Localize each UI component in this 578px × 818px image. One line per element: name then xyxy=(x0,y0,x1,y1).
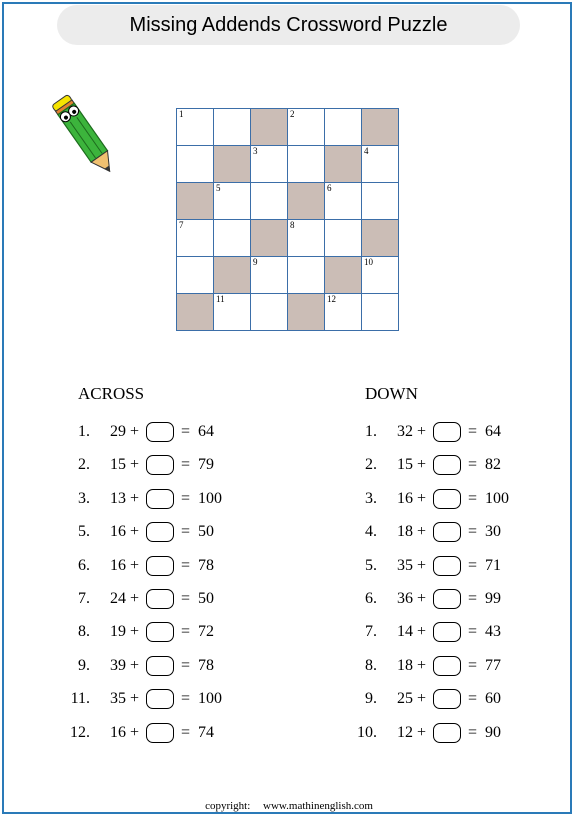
answer-box[interactable] xyxy=(146,689,174,709)
addend-value: 15 xyxy=(397,456,413,474)
plus-sign: + xyxy=(130,656,140,674)
clue-number-label: 11 xyxy=(216,294,225,304)
addend-value: 29 xyxy=(110,423,126,440)
sum-value: 74 xyxy=(198,723,214,741)
copyright-footer xyxy=(0,800,578,812)
down-clue-row xyxy=(367,590,567,612)
crossword-cell[interactable] xyxy=(177,146,214,183)
answer-box[interactable] xyxy=(146,589,174,609)
crossword-cell[interactable] xyxy=(177,257,214,294)
answer-box[interactable] xyxy=(433,622,461,642)
equals-sign: = xyxy=(181,690,191,708)
answer-box[interactable] xyxy=(433,522,461,542)
equals-sign: = xyxy=(468,656,478,674)
across-clue-row xyxy=(80,557,280,579)
equals-sign: = xyxy=(181,489,191,507)
clue-number-label: 6 xyxy=(327,183,332,193)
sum-value: 100 xyxy=(485,489,509,507)
sum-value: 77 xyxy=(485,656,501,674)
crossword-cell-blocked xyxy=(288,294,325,331)
down-clue-row xyxy=(367,623,567,645)
answer-box[interactable] xyxy=(146,622,174,642)
answer-box[interactable] xyxy=(146,489,174,509)
crossword-cell-blocked xyxy=(251,109,288,146)
clue-number-label: 9 xyxy=(253,257,258,267)
answer-box[interactable] xyxy=(433,689,461,709)
plus-sign: + xyxy=(417,456,427,474)
plus-sign: + xyxy=(417,423,427,440)
clue-number-label: 10 xyxy=(364,257,373,267)
page-title-text: Missing Addends Crossword Puzzle xyxy=(129,13,448,36)
sum-value: 60 xyxy=(485,690,501,708)
crossword-cell[interactable] xyxy=(214,294,251,331)
clue-number: 3. xyxy=(78,489,90,507)
across-clue-row xyxy=(80,490,280,512)
down-clue-row xyxy=(367,523,567,545)
equals-sign: = xyxy=(468,690,478,708)
plus-sign: + xyxy=(130,523,140,541)
crossword-cell[interactable] xyxy=(251,146,288,183)
sum-value: 100 xyxy=(198,489,222,507)
addend-value: 35 xyxy=(397,556,413,574)
equals-sign: = xyxy=(181,723,191,741)
clue-number: 5. xyxy=(78,523,90,541)
page-title xyxy=(57,5,520,45)
addend-value: 19 xyxy=(110,623,126,641)
plus-sign: + xyxy=(417,623,427,641)
addend-value: 15 xyxy=(110,456,126,474)
clue-number-label: 4 xyxy=(364,146,369,156)
answer-box[interactable] xyxy=(146,656,174,676)
across-clue-row xyxy=(70,690,280,712)
answer-box[interactable] xyxy=(433,723,461,743)
addend-value: 18 xyxy=(397,656,413,674)
answer-box[interactable] xyxy=(146,422,174,442)
down-clue-row xyxy=(367,423,567,445)
equals-sign: = xyxy=(468,423,478,440)
plus-sign: + xyxy=(417,656,427,674)
addend-value: 18 xyxy=(397,523,413,541)
crossword-cell-blocked xyxy=(214,146,251,183)
crossword-cell[interactable] xyxy=(251,294,288,331)
clue-number: 8. xyxy=(78,623,90,641)
addend-value: 13 xyxy=(110,489,126,507)
sum-value: 99 xyxy=(485,590,501,607)
crossword-cell[interactable] xyxy=(325,109,362,146)
plus-sign: + xyxy=(130,690,140,708)
across-clue-row xyxy=(80,523,280,545)
clue-number-label: 8 xyxy=(290,220,295,230)
across-clue-row xyxy=(80,657,280,679)
across-clue-row xyxy=(80,456,280,478)
across-clue-row xyxy=(80,423,280,445)
clue-number-label: 1 xyxy=(179,109,184,119)
clue-number: 10. xyxy=(357,723,377,741)
clue-number: 8. xyxy=(365,656,377,674)
down-clue-row xyxy=(367,557,567,579)
crossword-cell[interactable] xyxy=(214,183,251,220)
answer-box[interactable] xyxy=(433,656,461,676)
plus-sign: + xyxy=(417,556,427,574)
sum-value: 64 xyxy=(198,423,214,440)
answer-box[interactable] xyxy=(433,589,461,609)
across-clue-row xyxy=(70,723,280,746)
equals-sign: = xyxy=(468,590,478,607)
sum-value: 50 xyxy=(198,590,214,607)
plus-sign: + xyxy=(130,456,140,474)
clue-number: 2. xyxy=(78,456,90,474)
answer-box[interactable] xyxy=(433,556,461,576)
equals-sign: = xyxy=(468,723,478,741)
across-clue-row xyxy=(80,590,280,612)
plus-sign: + xyxy=(130,623,140,641)
sum-value: 64 xyxy=(485,423,501,440)
addend-value: 16 xyxy=(110,556,126,574)
copyright-site: www.mathinenglish.com xyxy=(263,800,373,812)
plus-sign: + xyxy=(417,523,427,541)
answer-box[interactable] xyxy=(146,556,174,576)
clue-number: 1. xyxy=(365,423,377,440)
crossword-cell[interactable] xyxy=(177,109,214,146)
addend-value: 16 xyxy=(397,489,413,507)
equals-sign: = xyxy=(181,423,191,440)
crossword-cell-blocked xyxy=(214,257,251,294)
sum-value: 78 xyxy=(198,556,214,574)
crossword-cell[interactable] xyxy=(362,257,399,294)
crossword-cell-blocked xyxy=(251,220,288,257)
sum-value: 30 xyxy=(485,523,501,541)
crossword-cell-blocked xyxy=(288,183,325,220)
clue-number: 4. xyxy=(365,523,377,541)
crossword-cell[interactable] xyxy=(362,146,399,183)
sum-value: 78 xyxy=(198,656,214,674)
crossword-cell-blocked xyxy=(362,220,399,257)
clue-number: 12. xyxy=(70,723,90,741)
down-clue-row xyxy=(367,657,567,679)
crossword-cell-blocked xyxy=(177,183,214,220)
clue-number: 7. xyxy=(78,590,90,607)
clue-number: 2. xyxy=(365,456,377,474)
equals-sign: = xyxy=(181,590,191,607)
crossword-grid xyxy=(176,108,399,331)
equals-sign: = xyxy=(468,623,478,641)
equals-sign: = xyxy=(181,523,191,541)
clue-number: 11. xyxy=(70,690,90,708)
clue-number-label: 3 xyxy=(253,146,258,156)
sum-value: 50 xyxy=(198,523,214,541)
clue-number: 6. xyxy=(365,590,377,607)
clue-number-label: 7 xyxy=(179,220,184,230)
crossword-cell[interactable] xyxy=(251,257,288,294)
answer-box[interactable] xyxy=(146,455,174,475)
addend-value: 12 xyxy=(397,723,413,741)
copyright-label: copyright: xyxy=(205,800,251,812)
addend-value: 39 xyxy=(110,656,126,674)
crossword-cell[interactable] xyxy=(214,220,251,257)
sum-value: 82 xyxy=(485,456,501,474)
down-heading: DOWN xyxy=(365,384,418,403)
clue-number: 1. xyxy=(78,423,90,440)
crossword-cell[interactable] xyxy=(362,294,399,331)
answer-box[interactable] xyxy=(146,723,174,743)
clue-number: 5. xyxy=(365,556,377,574)
plus-sign: + xyxy=(417,723,427,741)
clue-number-label: 5 xyxy=(216,183,221,193)
addend-value: 24 xyxy=(110,590,126,607)
crossword-cell[interactable] xyxy=(325,220,362,257)
clue-number: 9. xyxy=(78,656,90,674)
addend-value: 16 xyxy=(110,723,126,741)
crossword-cell[interactable] xyxy=(177,220,214,257)
addend-value: 36 xyxy=(397,590,413,607)
sum-value: 90 xyxy=(485,723,501,741)
crossword-cell[interactable] xyxy=(214,109,251,146)
plus-sign: + xyxy=(130,590,140,607)
crossword-cell[interactable] xyxy=(288,109,325,146)
crossword-cell[interactable] xyxy=(362,183,399,220)
sum-value: 100 xyxy=(198,690,222,708)
crossword-cell[interactable] xyxy=(288,220,325,257)
down-clue-row xyxy=(367,490,567,512)
crossword-cell-blocked xyxy=(325,257,362,294)
pencil-mascot-icon xyxy=(50,86,120,186)
answer-box[interactable] xyxy=(433,422,461,442)
crossword-cell-blocked xyxy=(362,109,399,146)
clue-number: 6. xyxy=(78,556,90,574)
sum-value: 79 xyxy=(198,456,214,474)
clue-number: 9. xyxy=(365,690,377,708)
crossword-cell[interactable] xyxy=(251,183,288,220)
crossword-cell[interactable] xyxy=(325,183,362,220)
crossword-cell[interactable] xyxy=(325,294,362,331)
addend-value: 14 xyxy=(397,623,413,641)
clue-number-label: 12 xyxy=(327,294,336,304)
plus-sign: + xyxy=(417,590,427,607)
crossword-cell[interactable] xyxy=(288,146,325,183)
sum-value: 72 xyxy=(198,623,214,641)
plus-sign: + xyxy=(130,423,140,440)
equals-sign: = xyxy=(181,656,191,674)
down-clue-row xyxy=(357,723,567,746)
equals-sign: = xyxy=(468,489,478,507)
equals-sign: = xyxy=(468,456,478,474)
addend-value: 16 xyxy=(110,523,126,541)
answer-box[interactable] xyxy=(146,522,174,542)
addend-value: 32 xyxy=(397,423,413,440)
down-clue-row xyxy=(367,456,567,478)
crossword-cell[interactable] xyxy=(288,257,325,294)
down-clue-row xyxy=(367,690,567,712)
equals-sign: = xyxy=(468,556,478,574)
plus-sign: + xyxy=(417,489,427,507)
clue-number-label: 2 xyxy=(290,109,295,119)
equals-sign: = xyxy=(181,556,191,574)
sum-value: 71 xyxy=(485,556,501,574)
plus-sign: + xyxy=(417,690,427,708)
answer-box[interactable] xyxy=(433,455,461,475)
clue-number: 7. xyxy=(365,623,377,641)
plus-sign: + xyxy=(130,489,140,507)
plus-sign: + xyxy=(130,723,140,741)
sum-value: 43 xyxy=(485,623,501,641)
answer-box[interactable] xyxy=(433,489,461,509)
equals-sign: = xyxy=(468,523,478,541)
addend-value: 35 xyxy=(110,690,126,708)
across-heading: ACROSS xyxy=(78,384,145,403)
clue-number: 3. xyxy=(365,489,377,507)
crossword-cell-blocked xyxy=(177,294,214,331)
crossword-cell-blocked xyxy=(325,146,362,183)
equals-sign: = xyxy=(181,456,191,474)
addend-value: 25 xyxy=(397,690,413,708)
across-clue-row xyxy=(80,623,280,645)
equals-sign: = xyxy=(181,623,191,641)
plus-sign: + xyxy=(130,556,140,574)
